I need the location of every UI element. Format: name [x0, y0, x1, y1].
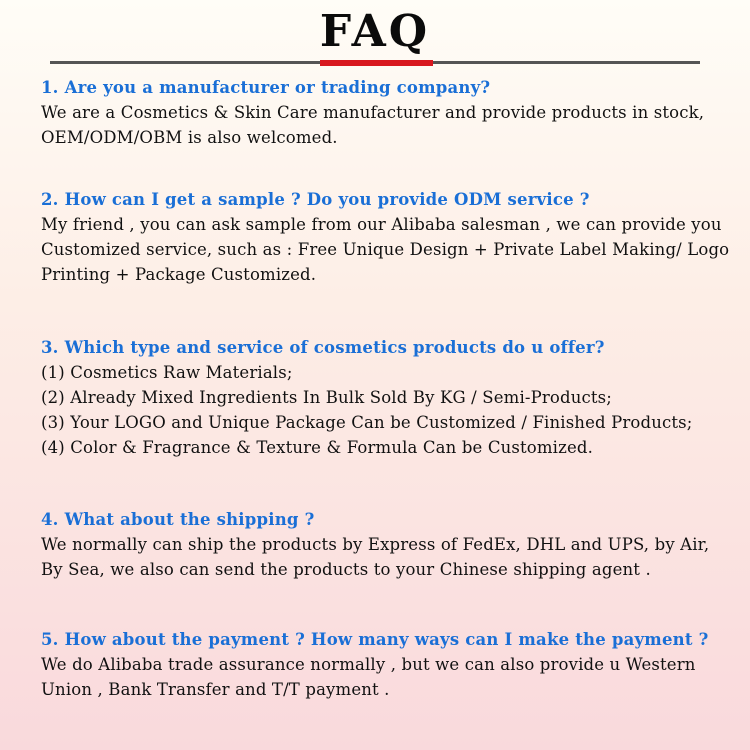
- faq-answer-2-line-1: My friend , you can ask sample from our Alibaba salesman , we can provide you: [41, 215, 722, 234]
- faq-question-5: 5. How about the payment ? How many ways can I make the payment ?: [41, 630, 709, 649]
- faq-answer-1-line-2: OEM/ODM/OBM is also welcomed.: [41, 128, 338, 147]
- faq-item-5: [41, 627, 721, 702]
- faq-answer-3-line-2: (2) Already Mixed Ingredients In Bulk Sold By KG / Semi-Products;: [41, 388, 612, 407]
- faq-item-2: [41, 187, 730, 287]
- faq-question-1: 1. Are you a manufacturer or trading company?: [41, 78, 491, 97]
- faq-answer-2-line-3: Printing + Package Customized.: [41, 265, 317, 284]
- faq-item-4: [41, 507, 721, 582]
- faq-question-2: 2. How can I get a sample ? Do you provide ODM service ?: [41, 190, 590, 209]
- faq-answer-3-line-1: (1) Cosmetics Raw Materials;: [41, 363, 293, 382]
- faq-answer-1-line-1: We are a Cosmetics & Skin Care manufacturer and provide products in stock,: [41, 103, 705, 122]
- faq-answer-3-line-4: (4) Color & Fragrance & Texture & Formula Can be Customized.: [41, 438, 593, 457]
- faq-item-1: [41, 75, 721, 150]
- faq-answer-4-line-1: We normally can ship the products by Express of FedEx, DHL and UPS, by Air,: [41, 535, 710, 554]
- faq-answer-3-line-3: (3) Your LOGO and Unique Package Can be Customized / Finished Products;: [41, 413, 693, 432]
- title-accent-bar: [320, 60, 433, 66]
- faq-answer-5-line-1: We do Alibaba trade assurance normally , but we can also provide u Western: [41, 655, 696, 674]
- faq-answer-4-line-2: By Sea, we also can send the products to your Chinese shipping agent .: [41, 560, 651, 579]
- page-title: FAQ: [319, 6, 431, 57]
- faq-item-3: [41, 335, 721, 460]
- faq-question-4: 4. What about the shipping ?: [41, 510, 315, 529]
- faq-answer-2-line-2: Customized service, such as : Free Unique Design + Private Label Making/ Logo: [41, 240, 730, 259]
- faq-answer-5-line-2: Union , Bank Transfer and T/T payment .: [41, 680, 390, 699]
- faq-question-3: 3. Which type and service of cosmetics products do u offer?: [41, 338, 605, 357]
